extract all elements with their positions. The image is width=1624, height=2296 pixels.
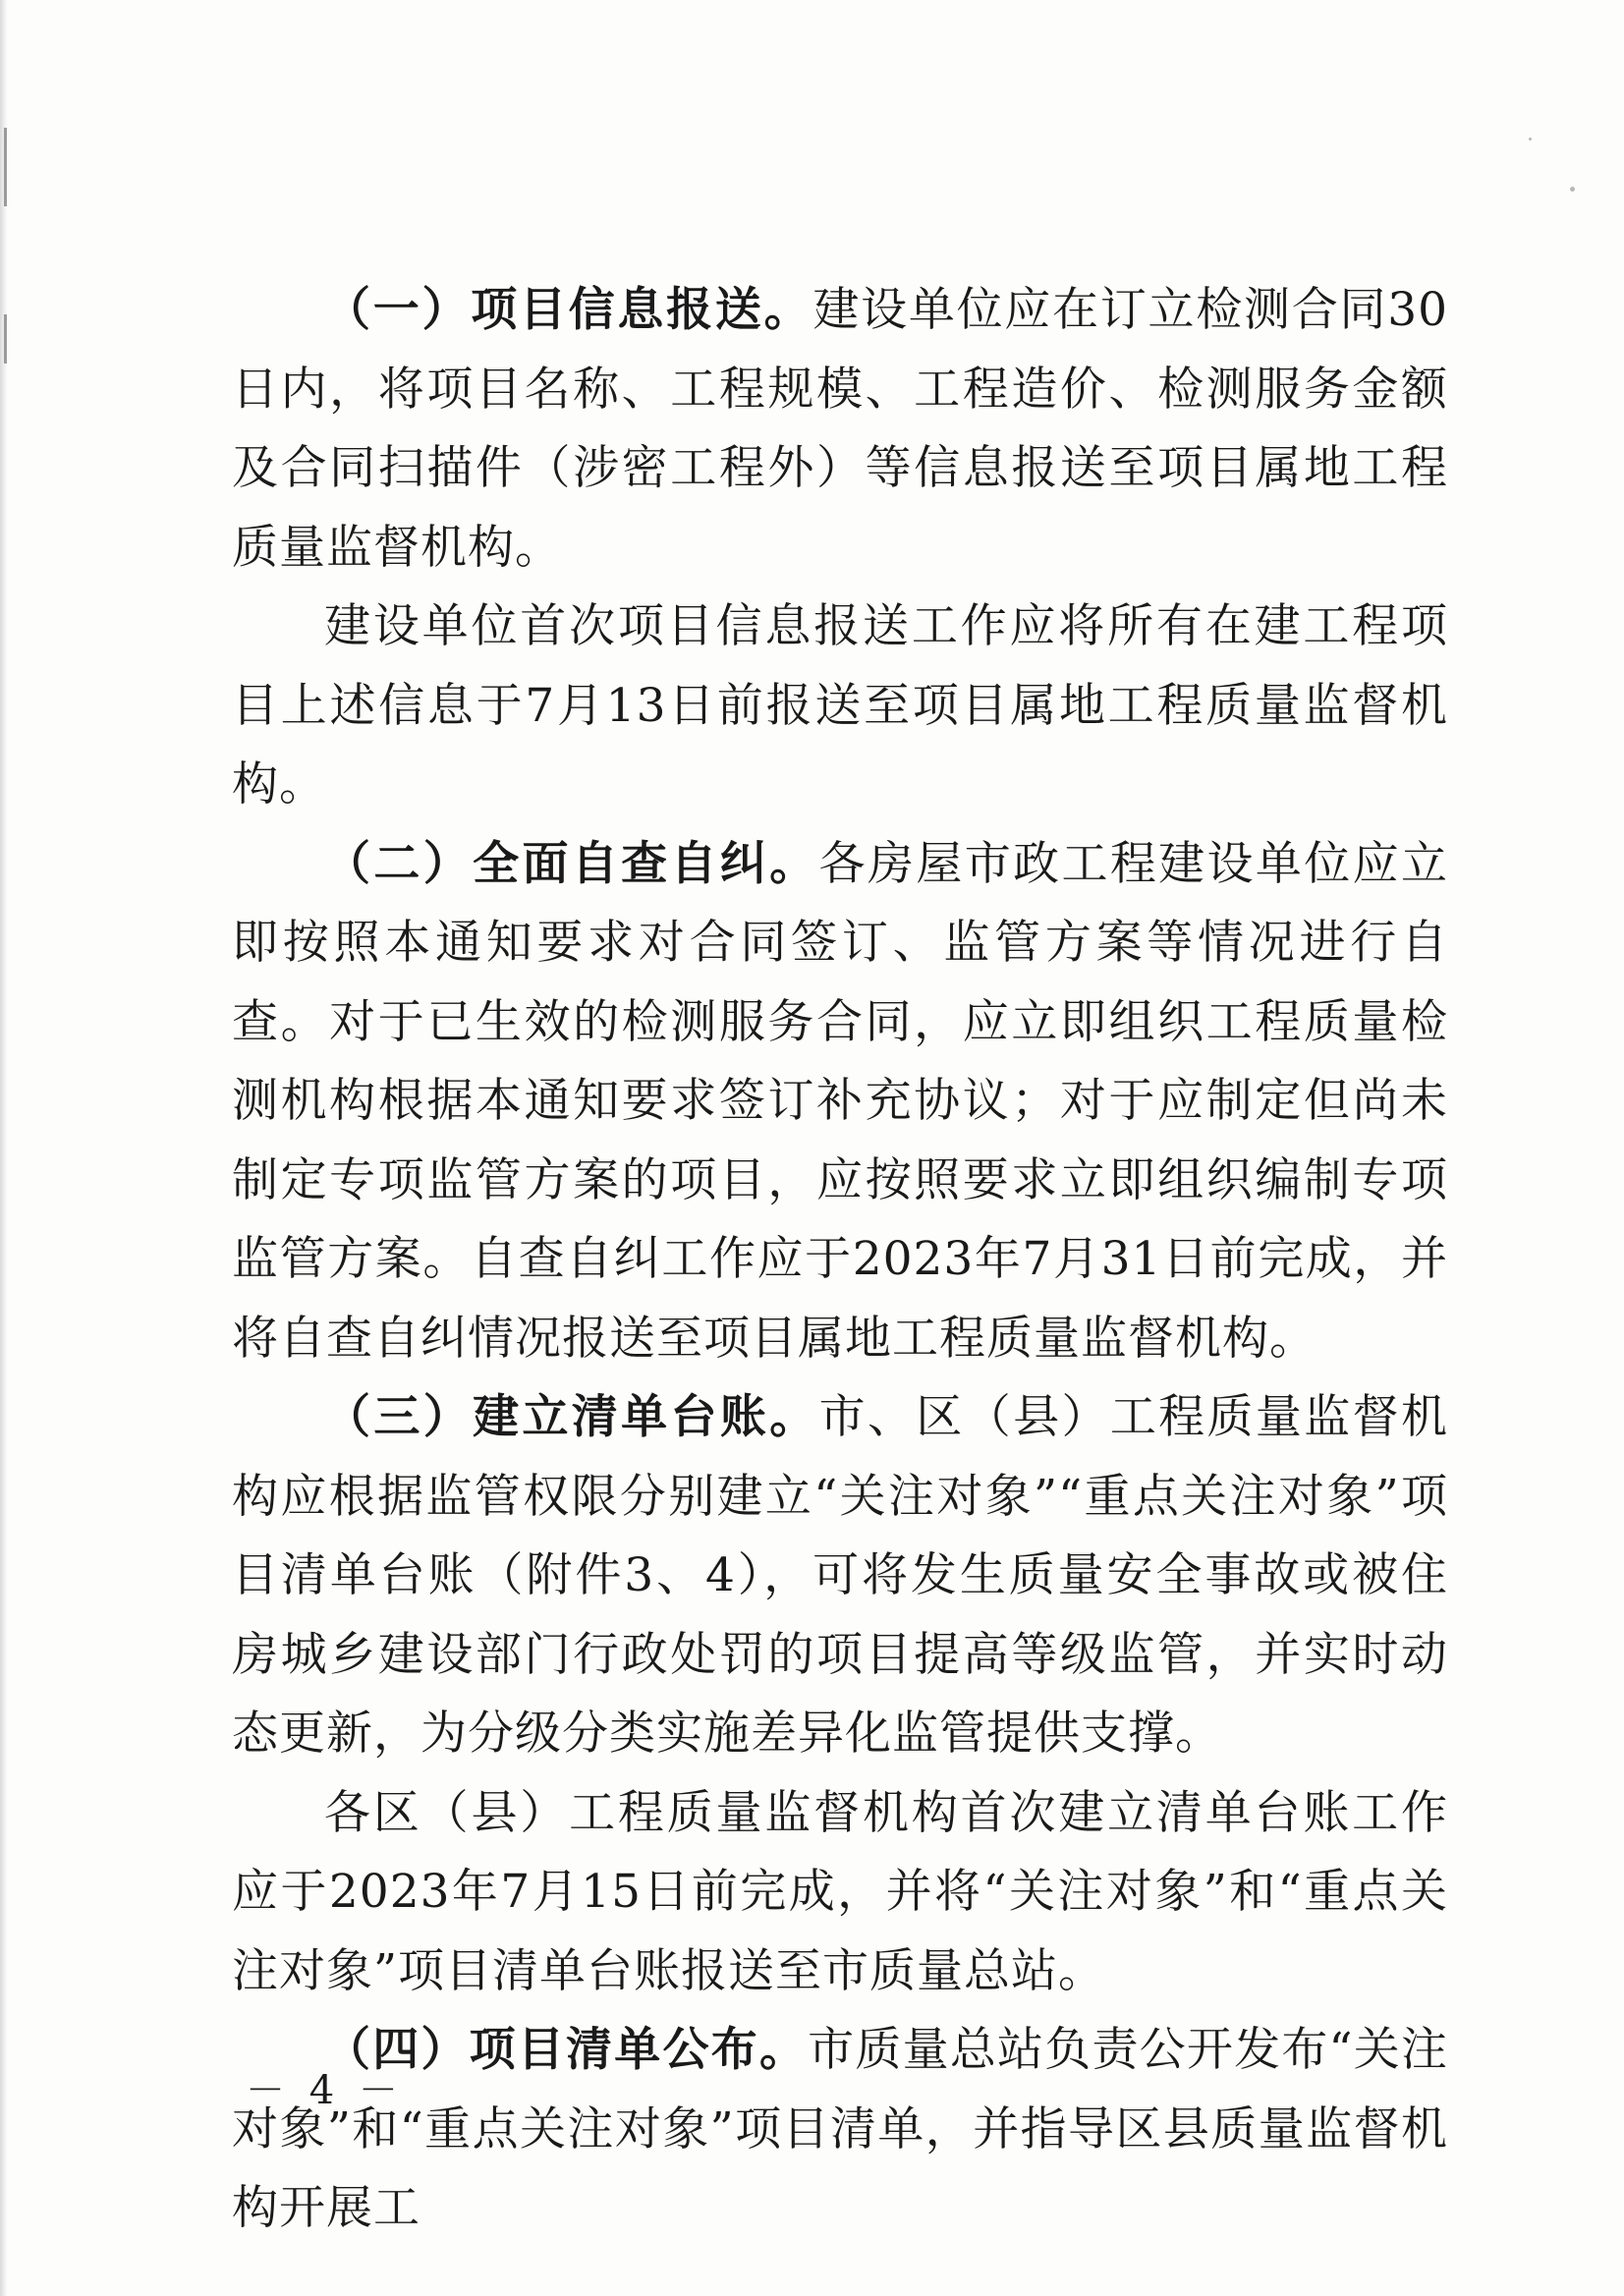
scan-speck [1570, 187, 1575, 192]
paragraph-2 [232, 588, 1448, 825]
scan-speck [1529, 138, 1532, 140]
section-heading: （二）全面自查自纠。 [324, 836, 819, 891]
scan-mark [4, 314, 7, 364]
document-body [232, 271, 1448, 2249]
page-number: － 4 － [246, 2068, 404, 2113]
paragraph-3 [232, 825, 1448, 1379]
section-heading: （三）建立清单台账。 [324, 1390, 819, 1444]
paragraph-text: 市质量总站负责公开发布“关注对象”和“重点关注对象”项目清单，并指导区县质量监督机构开展工 [232, 2023, 1449, 2235]
paragraph-text: 各房屋市政工程建设单位应立即按照本通知要求对合同签订、监管方案等情况进行自查。对于已生效的检测服务合同，应立即组织工程质量检测机构根据本通知要求签订补充协议；对于应制定但尚未制定专项监管方案的项目，应按照要求立即组织编制专项监管方案。自查自纠工作应于2023年7月31日前完成，并将自查自纠情况报送至项目属地工程质量监督机构。 [232, 836, 1449, 1366]
scan-mark [4, 128, 7, 206]
paragraph-4 [232, 1378, 1448, 1774]
paragraph-text: 建设单位首次项目信息报送工作应将所有在建工程项目上述信息于7月13日前报送至项目属地工程质量监督机构。 [232, 599, 1448, 812]
paragraph-text: 市、区（县）工程质量监督机构应根据监管权限分别建立“关注对象”“重点关注对象”项目清单台账（附件3、4），可将发生质量安全事故或被住房城乡建设部门行政处罚的项目提高等级监管，并实时动态更新，为分级分类实施差异化监管提供支撑。 [232, 1390, 1449, 1761]
paragraph-5 [232, 1774, 1448, 2012]
paragraph-text: 建设单位应在订立检测合同30日内，将项目名称、工程规模、工程造价、检测服务金额及合同扫描件（涉密工程外）等信息报送至项目属地工程质量监督机构。 [232, 283, 1448, 575]
section-heading: （四）项目清单公布。 [324, 2023, 809, 2077]
paragraph-1 [232, 271, 1448, 588]
section-heading: （一）项目信息报送。 [324, 283, 813, 337]
paragraph-6 [232, 2011, 1448, 2249]
paragraph-text: 各区（县）工程质量监督机构首次建立清单台账工作应于2023年7月15日前完成，并将“关注对象”和“重点关注对象”项目清单台账报送至市质量总站。 [232, 1785, 1448, 1998]
